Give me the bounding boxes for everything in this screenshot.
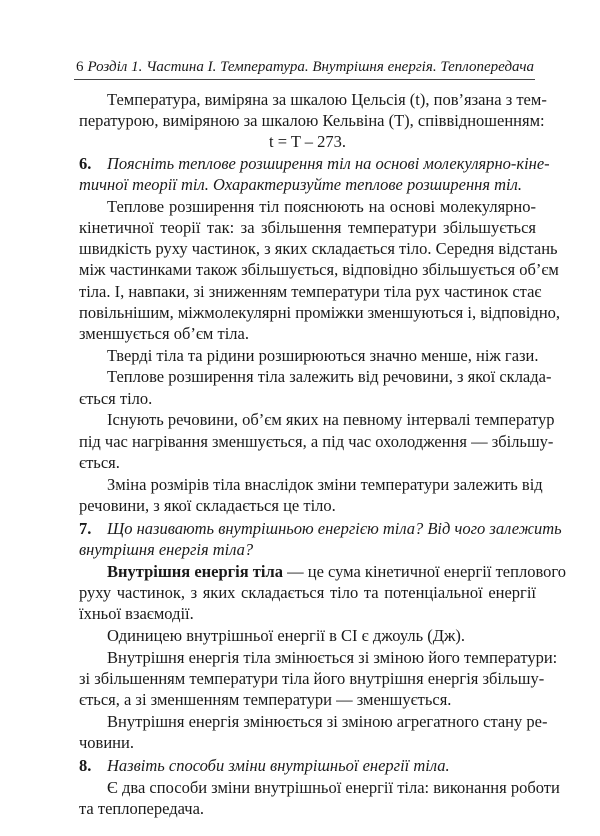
text-line: повільнішим, міжмолекулярні проміжки зменшуються і, відповідно,: [79, 303, 561, 322]
text-line: руху частинок, з яких складається тіло та потенціальної енергії: [79, 583, 536, 602]
question-text: Що називають внутрішньою енергією тіла? Від чого залежить: [107, 519, 562, 538]
text-line: Існують речовини, об’єм яких на певному інтервалі температур: [107, 410, 555, 429]
text-line: ється.: [79, 453, 120, 472]
text-line: тіла. І, навпаки, зі зниженням температури тіла рух частинок стає: [79, 282, 542, 301]
text-line: їхньої взаємодії.: [79, 604, 194, 623]
text-line: та теплопередача.: [79, 799, 205, 818]
text-line: зі збільшенням температури тіла його внутрішня енергія збільшу-: [79, 669, 545, 688]
text-line: Внутрішня енергія змінюється зі зміною агрегатного стану ре-: [107, 712, 548, 731]
page-number: 6: [76, 59, 84, 75]
text-line: човини.: [79, 733, 134, 752]
question-number: 8.: [79, 756, 92, 775]
text-line: швидкість руху частинок, з яких складається тіло. Середня відстань: [79, 239, 558, 258]
running-title: Розділ 1. Частина I. Температура. Внутрішня енергія. Теплопередача: [87, 59, 534, 75]
question-text: внутрішня енергія тіла?: [79, 540, 254, 559]
question-text: Поясніть теплове розширення тіл на основі молекулярно-кіне-: [107, 154, 550, 173]
definition-text: — це сума кінетичної енергії теплового: [282, 562, 566, 581]
header-rule: [74, 79, 535, 80]
text-line: пературою, виміряною за шкалою Кельвіна (T), співвідношенням:: [79, 111, 545, 130]
text-line: кінетичної теорії так: за збільшення температури збільшується: [79, 218, 536, 237]
text-line: ється тіло.: [79, 389, 153, 408]
text-line: Одиницею внутрішньої енергії в СІ є джоуль (Дж).: [107, 626, 466, 645]
question-number: 6.: [79, 154, 92, 173]
defined-term: Внутрішня енергія тіла: [107, 562, 283, 581]
text-line: ється, а зі зменшенням температури — зменшується.: [79, 690, 452, 709]
question-text: Назвіть способи зміни внутрішньої енергії тіла.: [107, 756, 450, 775]
question-number: 7.: [79, 519, 92, 538]
text-line: зменшується об’єм тіла.: [79, 324, 249, 343]
text-line: Є два способи зміни внутрішньої енергії тіла: виконання роботи: [107, 778, 560, 797]
text-line: Теплове розширення тіл пояснюють на основі молекулярно-: [107, 197, 536, 216]
text-line: Зміна розмірів тіла внаслідок зміни температури залежить від: [107, 475, 543, 494]
text-line: Температура, виміряна за шкалою Цельсія (t), пов’язана з тем-: [107, 90, 547, 109]
definition-line: [107, 561, 566, 582]
text-line: Внутрішня енергія тіла змінюється зі зміною його температури:: [107, 648, 558, 667]
formula: t = T – 273.: [269, 132, 346, 151]
question-text: тичної теорії тіл. Охарактеризуйте теплове розширення тіл.: [79, 175, 522, 194]
text-line: Тверді тіла та рідини розширюються значно менше, ніж гази.: [107, 346, 539, 365]
text-line: речовини, з якої складається це тіло.: [79, 496, 336, 515]
text-line: під час нагрівання зменшується, а під час охолодження — збільшу-: [79, 432, 554, 451]
text-line: Теплове розширення тіла залежить від речовини, з якої склада-: [107, 367, 552, 386]
text-line: між частинками також збільшується, відповідно збільшується об’єм: [79, 260, 559, 279]
